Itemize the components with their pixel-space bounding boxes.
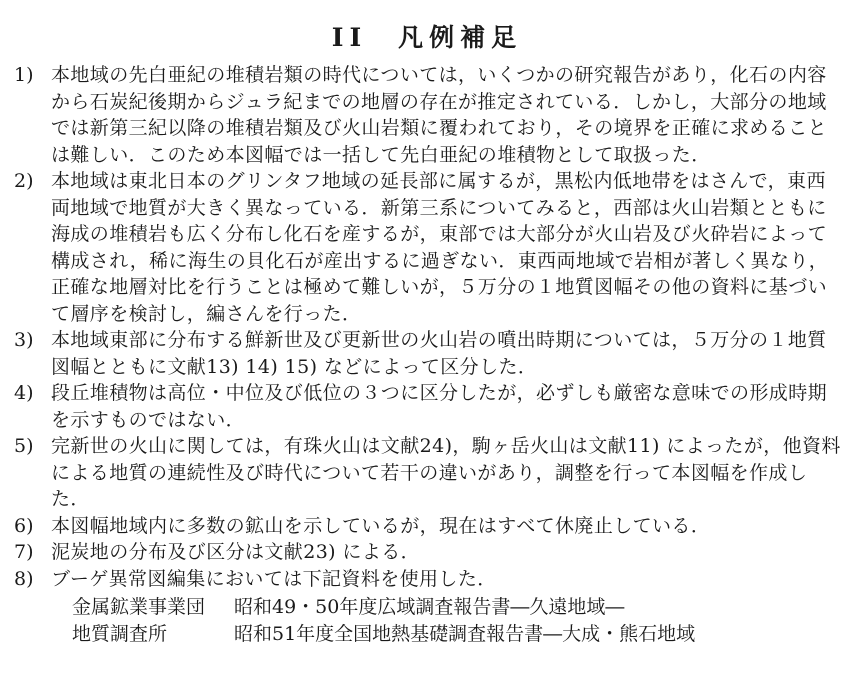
note-number: 1) <box>14 64 34 86</box>
note-text: 本地域東部に分布する鮮新世及び更新世の火山岩の噴出時期については，５万分の１地質図幅とともに文献13) 14) 15) などによって区分した． <box>51 329 827 378</box>
note-text: 完新世の火山に関しては，有珠火山は文献24)，駒ヶ岳火山は文献11) によったが，他資料による地質の連続性及び時代について若干の違いがあり，調整を行って本図幅を作成した． <box>51 435 841 510</box>
note-number: 7) <box>14 541 34 563</box>
note-item-8 <box>14 566 844 593</box>
section-title: II 凡例補足 <box>331 23 523 52</box>
note-item-5 <box>14 433 844 513</box>
reference-organization: 金属鉱業事業団 <box>72 596 206 618</box>
note-number: 6) <box>14 514 34 537</box>
reference-row <box>72 594 844 621</box>
note-item-6 <box>14 513 844 540</box>
note-number: 4) <box>14 382 34 404</box>
note-item-4 <box>14 380 844 433</box>
note-number: 2) <box>14 170 34 192</box>
note-item-7 <box>14 539 844 566</box>
note-text: ブーゲ異常図編集においては下記資料を使用した． <box>51 567 497 590</box>
note-text: 泥炭地の分布及び区分は文献23) による． <box>51 541 421 563</box>
reference-list <box>14 594 844 647</box>
note-number: 8) <box>14 567 34 590</box>
note-item-3 <box>14 327 844 380</box>
reference-document: 昭和49・50年度広域調査報告書―久遠地域― <box>234 596 625 618</box>
note-number: 3) <box>14 329 34 351</box>
note-text: 本地域は東北日本のグリンタフ地域の延長部に属するが，黒松内低地帯をはさんで，東西両地域で地質が大きく異なっている．新第三系についてみると，西部は火山岩類とともに海成の堆積岩も広く分布し化石を産するが，東部では大部分が火山岩及び火砕岩によって構成され，稀に海生の貝化石が産出するに過ぎない．東西両地域で岩相が著しく異なり，正確な地層対比を行うことは極めて難しいが，５万分の１地質図幅その他の資料に基づいて層序を検討し，編さんを行った． <box>51 170 829 325</box>
note-text: 本地域の先白亜紀の堆積岩類の時代については，いくつかの研究報告があり，化石の内容から石炭紀後期からジュラ紀までの地層の存在が推定されている．しかし，大部分の地域では新第三紀以降の堆積岩類及び火山岩類に覆われており，その境界を正確に求めることは難しい．このため本図幅では一括して先白亜紀の堆積物として取扱った． <box>51 64 828 166</box>
note-number: 5) <box>14 435 34 457</box>
note-item-2 <box>14 168 844 327</box>
reference-row <box>72 621 844 648</box>
reference-document: 昭和51年度全国地熱基礎調査報告書―大成・熊石地域 <box>234 622 696 645</box>
notes-list <box>14 62 844 647</box>
note-item-1 <box>14 62 844 168</box>
reference-organization: 地質調査所 <box>72 622 168 645</box>
note-text: 段丘堆積物は高位・中位及び低位の３つに区分したが，必ずしも厳密な意味での形成時期を示すものではない． <box>51 382 828 431</box>
note-text: 本図幅地域内に多数の鉱山を示しているが，現在はすべて休廃止している． <box>51 514 711 537</box>
